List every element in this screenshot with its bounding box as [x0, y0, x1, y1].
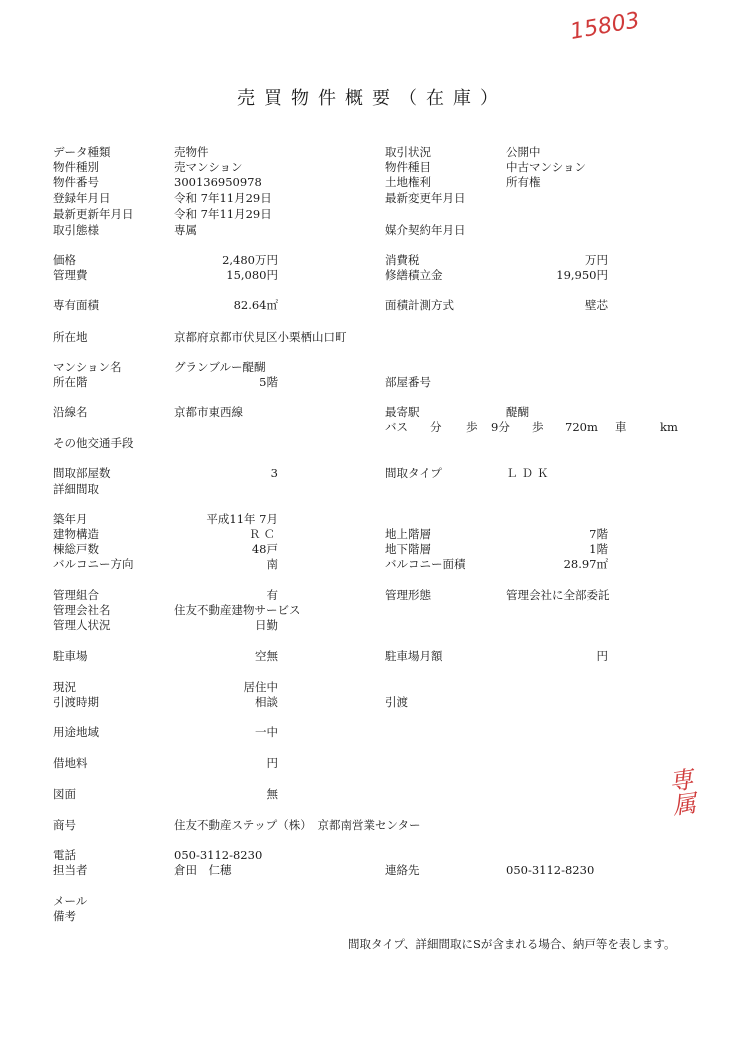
walk-minutes: 9分: [491, 420, 510, 434]
value-property-type: 売マンション: [174, 160, 243, 174]
value-property-number: 300136950978: [174, 175, 262, 189]
value-zoning: 一中: [255, 725, 278, 739]
walk-label-1: 歩: [466, 420, 478, 434]
page-title: 売買物件概要（在庫）: [237, 88, 507, 109]
label-handover-timing: 引渡時期: [53, 695, 99, 709]
label-property-type: 物件種別: [53, 160, 99, 174]
label-property-item: 物件種目: [385, 160, 431, 174]
value-parking: 空無: [255, 649, 278, 663]
label-exclusive-area: 専有面積: [53, 298, 99, 312]
label-consumption-tax: 消費税: [385, 253, 420, 267]
value-structure: ＲＣ: [249, 527, 278, 541]
value-drawings: 無: [266, 787, 278, 801]
label-parking-monthly: 駐車場月額: [385, 649, 443, 663]
label-handover: 引渡: [385, 695, 408, 709]
car-label: 車: [615, 420, 627, 434]
label-manager-status: 管理人状況: [53, 618, 111, 632]
label-current-status: 現況: [53, 680, 76, 694]
value-staff: 倉田 仁穂: [174, 863, 232, 877]
value-transaction-status: 公開中: [506, 145, 541, 159]
value-location: 京都府京都市伏見区小栗栖山口町: [174, 330, 347, 344]
label-floors-above: 地上階層: [385, 527, 431, 541]
label-repair-reserve: 修繕積立金: [385, 268, 443, 282]
label-price: 価格: [53, 253, 76, 267]
value-phone: 050-3112-8230: [174, 848, 263, 862]
value-last-updated: 令和 7年11月29日: [174, 207, 272, 221]
label-management-assoc: 管理組合: [53, 588, 99, 602]
value-management-form: 管理会社に全部委託: [506, 588, 610, 602]
value-exclusive-area: 82.64㎡: [233, 298, 278, 312]
km-label: km: [660, 420, 678, 434]
label-floors-below: 地下階層: [385, 542, 431, 556]
label-balcony-direction: バルコニー方向: [53, 557, 134, 571]
value-handover-timing: 相談: [255, 695, 278, 709]
label-area-measure-method: 面積計測方式: [385, 298, 454, 312]
walk-distance: 720m: [565, 420, 598, 434]
label-brokerage-contract-date: 媒介契約年月日: [385, 223, 466, 237]
label-zoning: 用途地域: [53, 725, 99, 739]
label-room-number: 部屋番号: [385, 375, 431, 389]
value-parking-monthly: 円: [596, 649, 608, 663]
value-data-type: 売物件: [174, 145, 209, 159]
value-layout-type: ＬＤＫ: [506, 466, 553, 480]
label-layout-type: 間取タイプ: [385, 466, 442, 480]
value-management-company: 住友不動産建物サービス: [174, 603, 301, 617]
label-remarks: 備考: [53, 909, 76, 923]
label-mansion-name: マンション名: [53, 360, 122, 374]
label-transaction-mode: 取引態様: [53, 223, 99, 237]
label-rooms: 間取部屋数: [53, 466, 111, 480]
value-repair-reserve: 19,950円: [556, 268, 608, 282]
label-nearest-station: 最寄駅: [385, 405, 420, 419]
value-floors-above: 7階: [589, 527, 608, 541]
value-management-fee: 15,080円: [226, 268, 278, 282]
value-land-rights: 所有権: [506, 175, 541, 189]
label-contact: 連絡先: [385, 863, 420, 877]
label-location: 所在地: [53, 330, 88, 344]
value-floors-below: 1階: [589, 542, 608, 556]
handwritten-note: 専属: [662, 766, 698, 818]
value-floor: 5階: [259, 375, 278, 389]
label-last-updated: 最新更新年月日: [53, 207, 134, 221]
bus-minutes-unit: 分: [430, 420, 442, 434]
label-data-type: データ種類: [53, 145, 111, 159]
value-price: 2,480万円: [222, 253, 278, 267]
value-transaction-mode: 専属: [174, 223, 197, 237]
value-manager-status: 日勤: [255, 618, 278, 632]
value-management-assoc: 有: [266, 588, 278, 602]
label-management-company: 管理会社名: [53, 603, 111, 617]
label-property-number: 物件番号: [53, 175, 99, 189]
label-land-rent: 借地料: [53, 756, 88, 770]
label-registered-date: 登録年月日: [53, 191, 111, 205]
label-management-form: 管理形態: [385, 588, 431, 602]
footnote: 間取タイプ、詳細間取にSが含まれる場合、納戸等を表します。: [348, 937, 676, 951]
bus-label: バス: [385, 420, 408, 434]
label-total-units: 棟総戸数: [53, 542, 99, 556]
handwritten-number: 15803: [568, 8, 642, 45]
value-contact: 050-3112-8230: [506, 863, 595, 877]
value-registered-date: 令和 7年11月29日: [174, 191, 272, 205]
value-area-measure-method: 壁芯: [585, 298, 608, 312]
value-property-item: 中古マンション: [506, 160, 586, 174]
label-line-name: 沿線名: [53, 405, 88, 419]
label-other-transport: その他交通手段: [53, 436, 134, 450]
value-land-rent: 円: [266, 756, 278, 770]
value-trade-name: 住友不動産ステップ（株） 京都南営業センター: [174, 818, 421, 832]
value-line-name: 京都市東西線: [174, 405, 243, 419]
label-layout-detail: 詳細間取: [53, 482, 99, 496]
label-phone: 電話: [53, 848, 76, 862]
label-email: メール: [53, 894, 88, 908]
label-built: 築年月: [53, 512, 88, 526]
label-trade-name: 商号: [53, 818, 76, 832]
value-balcony-area: 28.97㎡: [563, 557, 608, 571]
label-management-fee: 管理費: [53, 268, 88, 282]
value-nearest-station: 醍醐: [506, 405, 529, 419]
value-mansion-name: グランブルー醍醐: [174, 360, 266, 374]
label-balcony-area: バルコニー面積: [385, 557, 466, 571]
walk-label-2: 歩: [532, 420, 544, 434]
label-parking: 駐車場: [53, 649, 88, 663]
value-balcony-direction: 南: [266, 557, 278, 571]
label-land-rights: 土地権利: [385, 175, 431, 189]
label-last-change-date: 最新変更年月日: [385, 191, 466, 205]
label-structure: 建物構造: [53, 527, 99, 541]
label-drawings: 図面: [53, 787, 76, 801]
value-built: 平成11年 7月: [206, 512, 278, 526]
label-floor: 所在階: [53, 375, 88, 389]
label-transaction-status: 取引状況: [385, 145, 431, 159]
value-total-units: 48戸: [251, 542, 278, 556]
value-consumption-tax: 万円: [585, 253, 608, 267]
value-rooms: 3: [270, 466, 278, 480]
value-current-status: 居住中: [243, 680, 278, 694]
label-staff: 担当者: [53, 863, 88, 877]
